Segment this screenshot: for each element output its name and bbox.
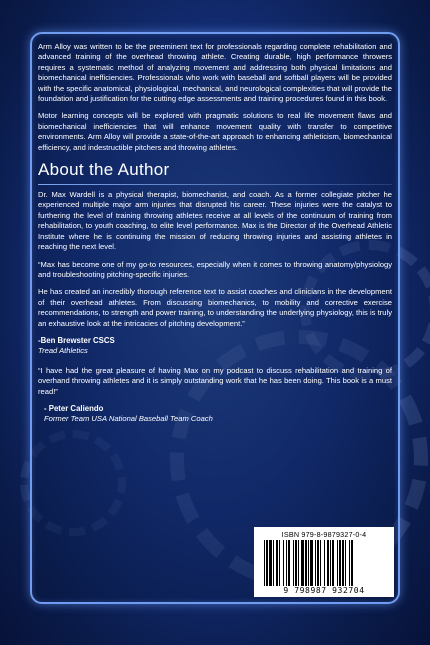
testimonial-quote: “Max has become one of my go-to resources, especially when it comes to throwing anatomy/physiology and troubleshooting pitching-specific injuries. <box>38 259 392 279</box>
barcode-bar <box>332 540 334 586</box>
barcode-bar <box>288 540 290 586</box>
description-paragraph: Motor learning concepts will be explored with pragmatic solutions to real life movement flaws and biomechanical inefficiencies that will enhance movement quality with transfer to competitive environments. Arm Alloy will provide a state-of-the-art approach to enhancing athleticism, biomechanical efficiency, and indestructible pitchers and throwing athletes. <box>38 111 392 152</box>
barcode-bar <box>337 540 338 586</box>
barcode-bar <box>301 540 304 586</box>
barcode-bars <box>262 540 386 586</box>
barcode-bar <box>264 540 265 586</box>
testimonial-quote: He has created an incredibly thorough reference text to assist coaches and clinicians in the development of their overhead athletes. From discussing biomechanics, to mobility and corrective exercise recommendations, to strength and power training, to understanding the underlying physiology, this is truly an exhaustive look at the intricacies of pitching development.” <box>38 287 392 328</box>
barcode-bar <box>266 540 268 586</box>
barcode-bar <box>315 540 316 586</box>
barcode-bar <box>305 540 307 586</box>
barcode-bar <box>308 540 309 586</box>
barcode-bar <box>330 540 331 586</box>
testimonial-author: -Ben Brewster CSCS <box>38 335 115 345</box>
barcode-bar <box>342 540 344 586</box>
barcode-bar <box>273 540 274 586</box>
testimonial-author: - Peter Caliendo <box>44 404 104 414</box>
heading-divider <box>38 184 392 185</box>
barcode-bar <box>276 540 278 586</box>
barcode-bar <box>310 540 313 586</box>
barcode-bar <box>351 540 353 586</box>
barcode-bar <box>345 540 346 586</box>
back-cover-content <box>38 42 392 434</box>
barcode-bar <box>283 540 284 586</box>
barcode-bar <box>298 540 299 586</box>
testimonial-quote: “I have had the great pleasure of having Max on my podcast to discuss rehabilitation and training of overhand throwing athletes and it is simply outstanding work that he has been doing. This book is a must read!” <box>38 365 392 396</box>
barcode-bar <box>327 540 329 586</box>
testimonial-affiliation: Former Team USA National Baseball Team Coach <box>44 414 213 424</box>
barcode-bar <box>279 540 280 586</box>
isbn-barcode <box>254 527 394 597</box>
description-paragraph: Arm Alloy was written to be the preeminent text for professionals regarding complete rehabilitation and advanced training of the overhead throwing athlete. Creating durable, high performance throwers requires a systematic method of analyzing movement and addressing both physical limitations and biomechanical inefficiencies. Professionals who work with baseball and softball players will be provided with the specific anatomical, physiological, mechanical, and neurological complexities that will provide the foundation and justification for the cutting edge assessments and training procedures found in this book. <box>38 42 392 104</box>
barcode-bar <box>293 540 294 586</box>
isbn-label: ISBN 979-8-9879327-0-4 <box>281 530 367 539</box>
barcode-bar <box>317 540 319 586</box>
barcode-bar <box>349 540 350 586</box>
author-bio: Dr. Max Wardell is a physical therapist, biomechanist, and coach. As a former collegiate pitcher he experienced multiple major arm injuries that disrupted his career. These injuries were the catalyst to furthering the level of training throwing athletes receive at all levels of the continuum of training from rehabilitation, to youth coaching, to elite level performance. Max is the Director of the Overhead Athletic Institute where he is continuing the mission of reducing throwing injuries and assisting athletes in reaching the next level. <box>38 190 392 252</box>
barcode-bar <box>295 540 297 586</box>
author-heading: About the Author <box>38 160 170 180</box>
barcode-bar <box>339 540 341 586</box>
barcode-bar <box>286 540 287 586</box>
barcode-digits: 9 798987 932704 <box>283 586 365 595</box>
barcode-bar <box>269 540 272 586</box>
barcode-bar <box>324 540 325 586</box>
barcode-bar <box>320 540 321 586</box>
testimonial-affiliation: Tread Athletics <box>38 345 88 355</box>
